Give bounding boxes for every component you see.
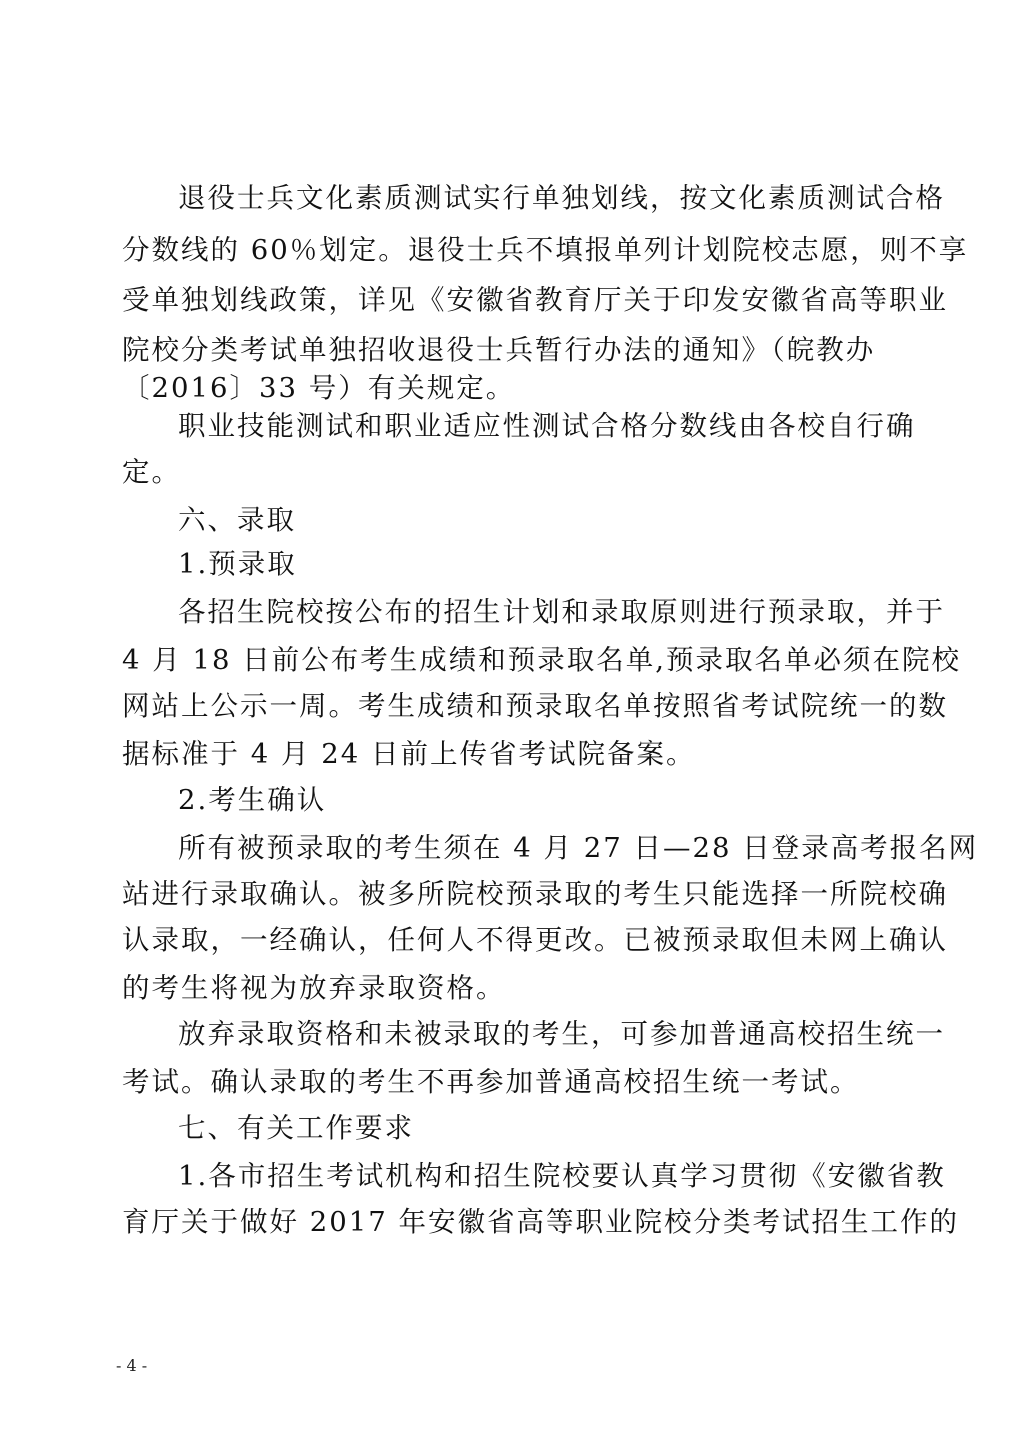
text-line: 分数线的 60％划定。退役士兵不填报单列计划院校志愿，则不享	[122, 234, 969, 266]
page-number: - 4 -	[116, 1356, 148, 1375]
section-heading: 七、有关工作要求	[178, 1112, 414, 1144]
text-line: 网站上公示一周。考生成绩和预录取名单按照省考试院统一的数	[122, 690, 948, 722]
text-line: 退役士兵文化素质测试实行单独划线，按文化素质测试合格	[178, 182, 945, 214]
section-heading: 六、录取	[178, 504, 296, 536]
text-line: 职业技能测试和职业适应性测试合格分数线由各校自行确	[178, 410, 916, 442]
text-line: 〔2016〕33 号）有关规定。	[122, 372, 516, 404]
text-line: 1.各市招生考试机构和招生院校要认真学习贯彻《安徽省教	[178, 1160, 946, 1192]
text-line: 据标准于 4 月 24 日前上传省考试院备案。	[122, 738, 696, 770]
text-line: 受单独划线政策，详见《安徽省教育厅关于印发安徽省高等职业	[122, 284, 948, 316]
text-line: 定。	[122, 456, 181, 488]
text-line: 站进行录取确认。被多所院校预录取的考生只能选择一所院校确	[122, 878, 948, 910]
subsection-heading: 1.预录取	[178, 548, 297, 580]
text-line: 各招生院校按公布的招生计划和录取原则进行预录取，并于	[178, 596, 945, 628]
text-line: 考试。确认录取的考生不再参加普通高校招生统一考试。	[122, 1066, 860, 1098]
text-line: 认录取，一经确认，任何人不得更改。已被预录取但未网上确认	[122, 924, 948, 956]
text-line: 的考生将视为放弃录取资格。	[122, 972, 506, 1004]
text-line: 4 月 18 日前公布考生成绩和预录取名单,预录取名单必须在院校	[122, 644, 961, 676]
subsection-heading: 2.考生确认	[178, 784, 327, 816]
text-line: 所有被预录取的考生须在 4 月 27 日—28 日登录高考报名网	[178, 832, 979, 864]
text-line: 放弃录取资格和未被录取的考生，可参加普通高校招生统一	[178, 1018, 945, 1050]
text-line: 院校分类考试单独招收退役士兵暂行办法的通知》（皖教办	[122, 334, 876, 366]
text-line: 育厅关于做好 2017 年安徽省高等职业院校分类考试招生工作的	[122, 1206, 959, 1238]
